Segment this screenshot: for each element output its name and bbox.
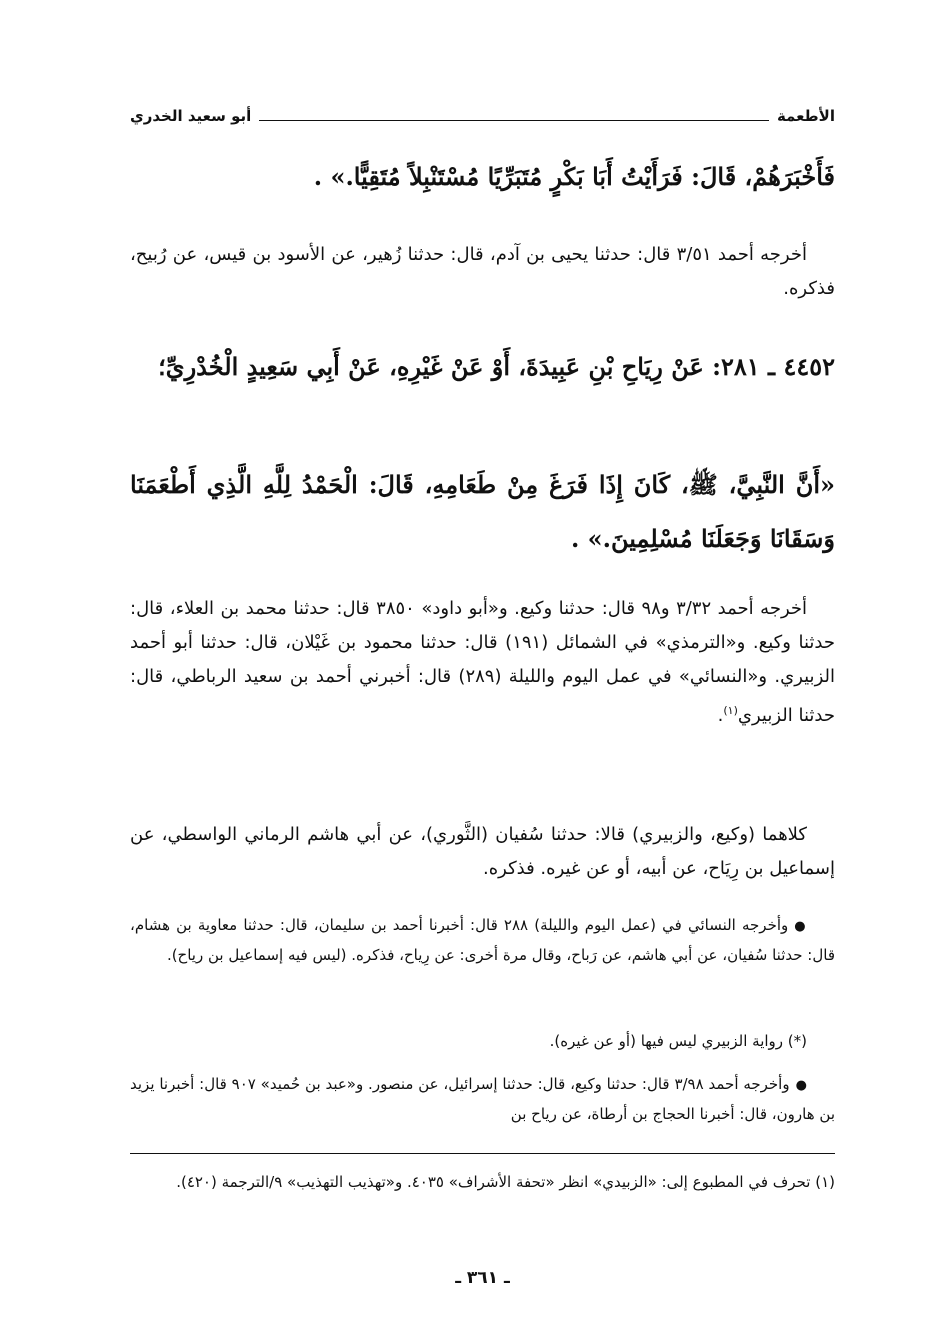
header-rule	[259, 120, 769, 121]
footnote-1: (١) تحرف في المطبوع إلى: «الزبيدي» انظر «تحفة الأشراف» ٤٠٣٥. و«تهذيب التهذيب» ٩/الترجمة (٤٢٠).	[176, 1173, 835, 1191]
note-paragraph-3	[130, 1070, 835, 1129]
note-paragraph-3-text: وأخرجه أحمد ٣/٩٨ قال: حدثنا وكيع، قال: حدثنا إسرائيل، عن منصور. و«عبد بن حُميد» ٩٠٧ قال: أخبرنا يزيد بن هارون، قال: أخبرنا الحجاج بن أرطاة، عن رياح بن	[130, 1075, 835, 1123]
note-paragraph-1-text: وأخرجه النسائي في (عمل اليوم والليلة) ٢٨٨ قال: أخبرنا أحمد بن سليمان، قال: حدثنا معاوية بن هشام، قال: حدثنا سُفيان، عن أبي هاشم، عن رَباح، وقال مرة أخرى: عن رِياح، فذكره. (ليس فيه إسماعيل بن رياح).	[130, 916, 835, 964]
note-paragraph-1	[130, 911, 835, 970]
page-number: ـ ٣٦١ ـ	[455, 1268, 510, 1288]
takhrij-paragraph-2-end: .	[717, 705, 724, 726]
footnote-divider	[130, 1153, 835, 1154]
running-header	[130, 104, 835, 128]
note-paragraph-2: (*) رواية الزبيري ليس فيها (أو عن غيره).	[549, 1032, 807, 1050]
bullet-icon: ●	[795, 1078, 807, 1093]
hadith-4452-text: «أَنَّ النَّبِيَّ، ﷺ، كَانَ إِذَا فَرَغَ مِنْ طَعَامِهِ، قَالَ: الْحَمْدُ لِلَّهِ الَّذِي أَطْعَمَنَا وَسَقَانَا وَجَعَلَنَا مُسْلِمِينَ.» .	[130, 470, 835, 553]
book-page	[130, 0, 835, 1343]
bullet-icon: ●	[794, 919, 808, 934]
takhrij-paragraph-3: كلاهما (وكيع، والزبيري) قالا: حدثنا سُفيان (الثَّوري)، عن أبي هاشم الرماني الواسطي، عن إسماعيل بن رِيَاح، عن أبيه، أو عن غيره. فذكره.	[130, 824, 835, 879]
footnote-reference: (١)	[723, 704, 738, 717]
takhrij-paragraph-2-text: أخرجه أحمد ٣/٣٢ و٩٨ قال: حدثنا وكيع. و«أبو داود» ٣٨٥٠ قال: حدثنا محمد بن العلاء، قال: حدثنا وكيع. و«الترمذي» في الشمائل (١٩١) قال: حدثنا محمود بن غَيْلان، قال: حدثنا أبو أحمد الزبيري. و«النسائي» في عمل اليوم والليلة (٢٨٩) قال: أخبرني أحمد بن سعيد الرباطي، قال: حدثنا الزبيري	[130, 598, 835, 726]
hadith-continuation: فَأَخْبَرَهُمْ، قَالَ: فَرَأَيْتُ أَبَا بَكْرٍ مُتَبَرِّيًا مُسْتَنْبِلاً مُتَقِيًّا.» .	[313, 162, 835, 191]
header-section: أبو سعيد الخدري	[130, 107, 252, 125]
hadith-4452-heading: ٤٤٥٢ ـ ٢٨١: عَنْ رِيَاحِ بْنِ عَبِيدَةَ، أَوْ عَنْ غَيْرِهِ، عَنْ أَبِي سَعِيدٍ الْخُدْرِيِّ؛	[158, 352, 835, 381]
header-chapter: الأطعمة	[776, 107, 835, 125]
takhrij-paragraph-1: أخرجه أحمد ٣/٥١ قال: حدثنا يحيى بن آدم، قال: حدثنا زُهير، عن الأسود بن قيس، عن رُبيح، فذكره.	[130, 244, 835, 299]
takhrij-paragraph-2	[130, 592, 835, 733]
